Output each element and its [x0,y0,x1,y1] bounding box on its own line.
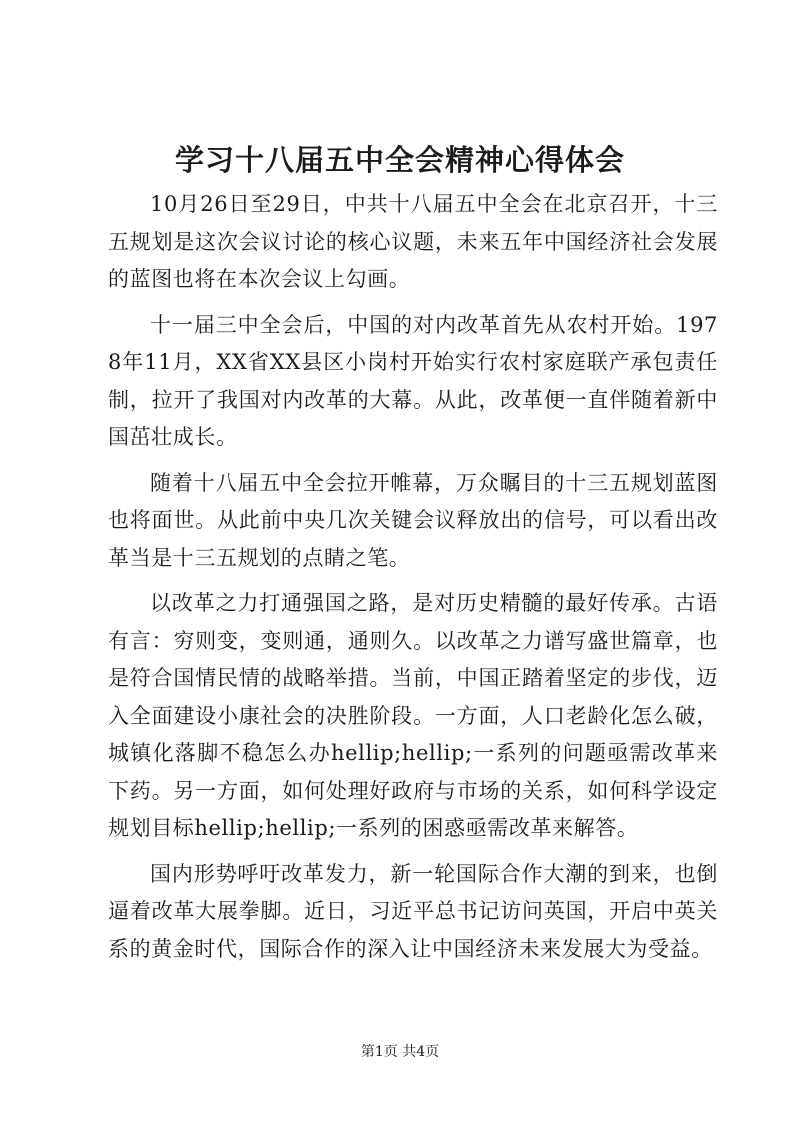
paragraph-5: 国内形势呼吁改革发力，新一轮国际合作大潮的到来，也倒逼着改革大展拳脚。近日，习近平总书记访问英国，开启中英关系的黄金时代，国际合作的深入让中国经济未来发展大为受益。 [108,861,718,961]
document-title: 学习十八届五中全会精神心得体会 [174,143,625,177]
document-body [108,186,718,976]
paragraph-1: 10月26日至29日，中共十八届五中全会在北京召开，十三五规划是这次会议讨论的核心议题，未来五年中国经济社会发展的蓝图也将在本次会议上勾画。 [108,192,718,291]
paragraph-3: 随着十八届五中全会拉开帷幕，万众瞩目的十三五规划蓝图也将面世。从此前中央几次关键会议释放出的信号，可以看出改革当是十三五规划的点睛之笔。 [108,470,718,570]
paragraph-4: 以改革之力打通强国之路，是对历史精髓的最好传承。古语有言：穷则变，变则通，通则久。以改革之力谱写盛世篇章，也是符合国情民情的战略举措。当前，中国正踏着坚定的步伐，迈入全面建设小康社会的决胜阶段。一方面，人口老龄化怎么破，城镇化落脚不稳怎么办hellip;hellip;一系列的问题亟需改革来下药。另一方面，如何处理好政府与市场的关系，如何科学设定规划目标hellip;hellip;一系列的困惑亟需改革来解答。 [108,591,718,840]
paragraph-2: 十一届三中全会后，中国的对内改革首先从农村开始。1978年11月，XX省XX县区小岗村开始实行农村家庭联产承包责任制，拉开了我国对内改革的大幕。从此，改革便一直伴随着新中国茁壮成长。 [108,312,718,449]
page-footer: 第1页 共4页 [360,1044,440,1060]
